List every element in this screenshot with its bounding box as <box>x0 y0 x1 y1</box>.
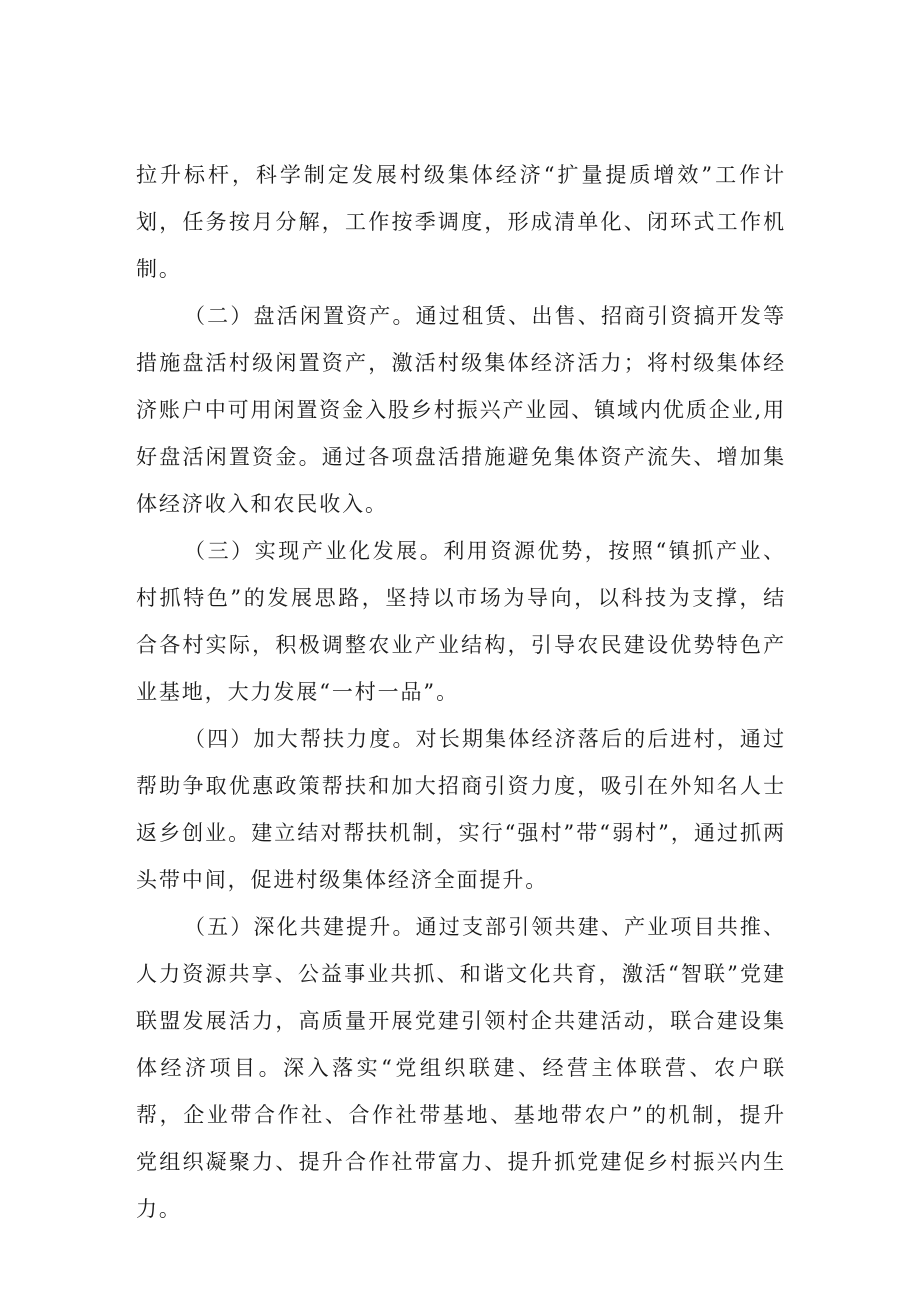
paragraph-increase-support: （四）加大帮扶力度。对长期集体经济落后的后进村，通过帮助争取优惠政策帮扶和加大招商引资力度，吸引在外知名人士返乡创业。建立结对帮扶机制，实行“强村”带“弱村”，通过抓两头带中间，促进村级集体经济全面提升。 <box>136 727 786 892</box>
paragraph-industrial-development: （三）实现产业化发展。利用资源优势，按照“镇抓产业、村抓特色”的发展思路，坚持以市场为导向，以科技为支撑，结合各村实际，积极调整农业产业结构，引导农民建设优势特色产业基地，大力发展“一村一品”。 <box>136 539 786 704</box>
paragraph-continuation: 拉升标杆，科学制定发展村级集体经济“扩量提质增效”工作计划，任务按月分解，工作按季调度，形成清单化、闭环式工作机制。 <box>136 163 786 281</box>
paragraph-joint-construction: （五）深化共建提升。通过支部引领共建、产业项目共推、人力资源共享、公益事业共抓、和谐文化共育，激活“智联”党建联盟发展活力，高质量开展党建引领村企共建活动，联合建设集体经济项目。深入落实“党组织联建、经营主体联营、农户联帮，企业带合作社、合作社带基地、基地带农户”的机制，提升党组织凝聚力、提升合作社带富力、提升抓党建促乡村振兴内生力。 <box>136 915 786 1221</box>
paragraph-revitalize-idle-assets: （二）盘活闲置资产。通过租赁、出售、招商引资搞开发等措施盘活村级闲置资产，激活村级集体经济活力；将村级集体经济账户中可用闲置资金入股乡村振兴产业园、镇域内优质企业,用好盘活闲置资金。通过各项盘活措施避免集体资产流失、增加集体经济收入和农民收入。 <box>136 304 786 516</box>
document-body <box>136 152 786 1233</box>
